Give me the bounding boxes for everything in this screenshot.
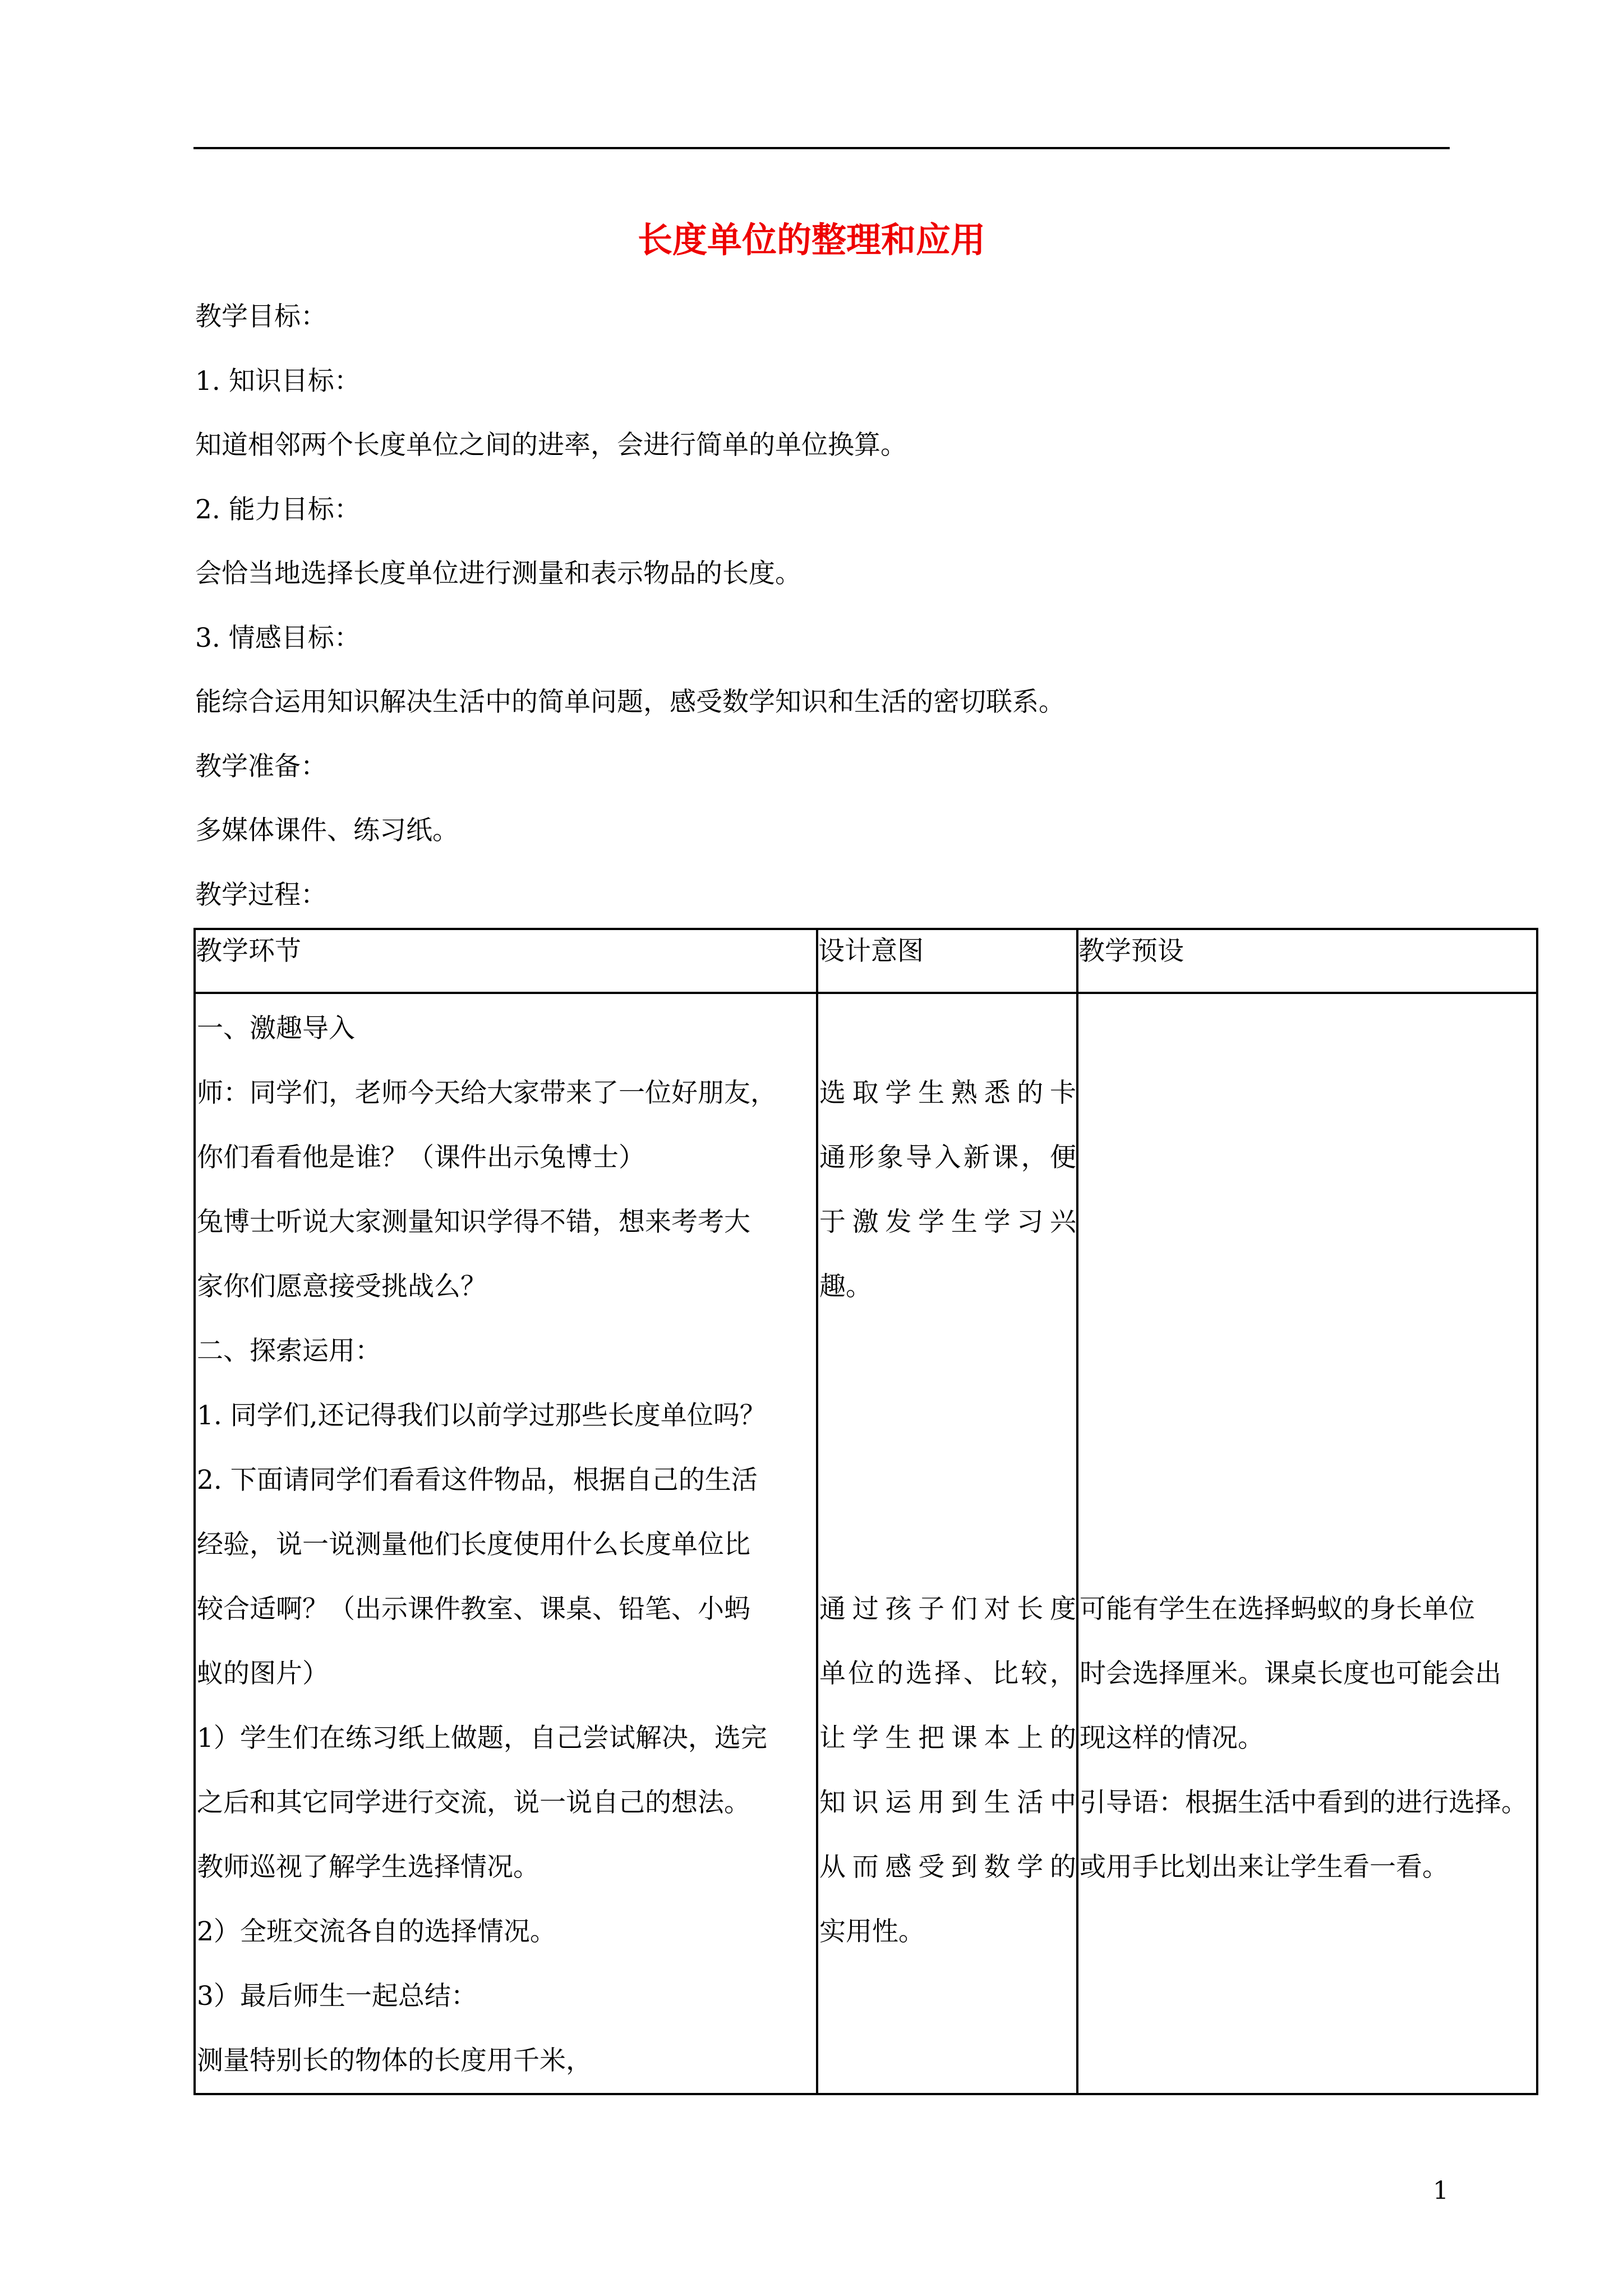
stage-cell [195,993,817,2094]
stage-line: 1）学生们在练习纸上做题，自己尝试解决，选完 [197,1723,767,1754]
stage-line: 二、探索运用： [197,1336,381,1366]
header-cell-intent: 设计意图 [817,929,1077,993]
objective-3-label: 3. 情感目标： [195,623,361,654]
preparation-text: 多媒体课件、练习纸。 [195,815,459,846]
intent-line: 趣。 [819,1271,872,1302]
objective-2-label: 2. 能力目标： [195,494,361,525]
stage-line: 之后和其它同学进行交流，说一说自己的想法。 [197,1787,750,1818]
plan-line: 现这样的情况。 [1080,1723,1264,1754]
intent-line: 于激发学生学习兴 [819,1207,1076,1237]
intent-line: 通形象导入新课，便 [819,1142,1076,1173]
teaching-process-table [193,928,1538,2095]
plan-line: 或用手比划出来让学生看一看。 [1080,1852,1449,1883]
plan-line: 可能有学生在选择蚂蚁的身长单位 [1080,1594,1475,1625]
intent-cell [817,993,1077,2094]
page-number: 1 [1433,2177,1449,2205]
intent-line: 单位的选择、比较， [819,1658,1076,1689]
stage-line: 你们看看他是谁？（课件出示兔博士） [197,1142,645,1173]
intent-line: 从而感受到数学的 [819,1852,1076,1883]
process-heading: 教学过程： [195,880,327,910]
objectives-heading: 教学目标： [195,301,327,332]
stage-line: 较合适啊？（出示课件教室、课桌、铅笔、小蚂 [197,1594,750,1625]
stage-line: 测量特别长的物体的长度用千米， [197,2045,592,2076]
stage-line: 3）最后师生一起总结： [197,1981,477,2012]
header-cell-stage: 教学环节 [195,929,817,993]
stage-line: 经验，说一说测量他们长度使用什么长度单位比 [197,1529,750,1560]
header-cell-plan: 教学预设 [1077,929,1537,993]
stage-line: 蚁的图片） [197,1658,329,1689]
intent-line: 知识运用到生活中 [819,1787,1076,1818]
table-header-row [195,929,1537,993]
stage-line: 师：同学们，老师今天给大家带来了一位好朋友， [197,1078,777,1108]
stage-line: 一、激趣导入 [197,1013,355,1044]
header-rule [193,147,1450,149]
intent-line: 实用性。 [819,1916,925,1947]
intent-line: 选取学生熟悉的卡 [819,1078,1076,1108]
stage-line: 2. 下面请同学们看看这件物品，根据自己的生活 [197,1465,758,1496]
intent-line: 让学生把课本上的 [819,1723,1076,1754]
stage-line: 兔博士听说大家测量知识学得不错，想来考考大 [197,1207,750,1237]
plan-line: 时会选择厘米。课桌长度也可能会出 [1080,1658,1501,1689]
stage-line: 1. 同学们,还记得我们以前学过那些长度单位吗？ [197,1400,766,1431]
table-body-row [195,993,1537,2094]
stage-line: 教师巡视了解学生选择情况。 [197,1852,540,1883]
stage-line: 家你们愿意接受挑战么？ [197,1271,487,1302]
page-title: 长度单位的整理和应用 [637,219,985,260]
plan-cell [1077,993,1537,2094]
intent-line: 通过孩子们对长度 [819,1594,1076,1625]
objective-1-text: 知道相邻两个长度单位之间的进率，会进行简单的单位换算。 [195,430,907,461]
objective-2-text: 会恰当地选择长度单位进行测量和表示物品的长度。 [195,558,801,589]
stage-line: 2）全班交流各自的选择情况。 [197,1916,556,1947]
plan-line: 引导语：根据生活中看到的进行选择。 [1080,1787,1528,1818]
objective-1-label: 1. 知识目标： [195,366,361,397]
objective-3-text: 能综合运用知识解决生活中的简单问题，感受数学知识和生活的密切联系。 [195,687,1065,717]
preparation-heading: 教学准备： [195,751,327,782]
